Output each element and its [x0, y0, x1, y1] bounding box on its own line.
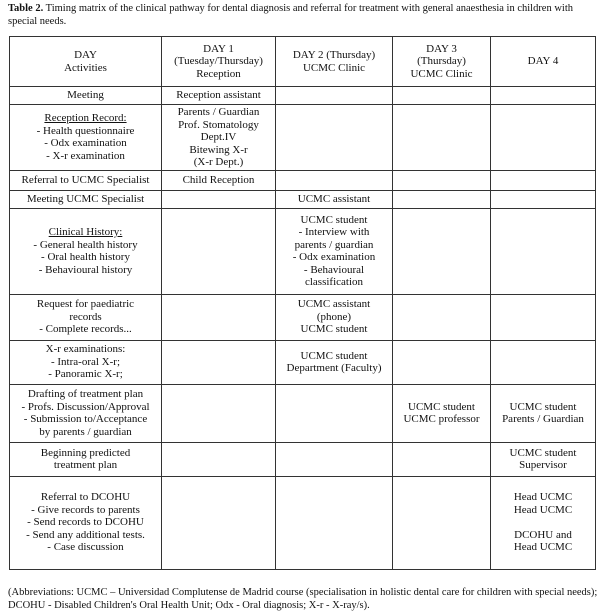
activity-cell — [10, 208, 162, 294]
cell-day-2 — [276, 105, 393, 171]
activity-line: records — [69, 310, 102, 323]
cell-day-1 — [162, 294, 276, 340]
table-row — [10, 170, 596, 190]
cell-line: UCMC assistant — [297, 192, 371, 205]
cell-day-2 — [276, 476, 393, 569]
cell-line: Parents / Guardian — [177, 106, 260, 118]
cell-line: UCMC student — [408, 400, 475, 413]
table-row — [10, 340, 596, 384]
cell-day-4 — [491, 384, 596, 442]
cell-line: UCMC assistant — [297, 298, 371, 311]
activity-cell — [10, 442, 162, 476]
cell-day-4 — [491, 340, 596, 384]
cell-line: - Odx examination — [292, 251, 376, 263]
cell-line: Bitewing X-r — [189, 143, 248, 156]
cell-day-2 — [276, 87, 393, 105]
activity-line: - Send records to DCOHU — [27, 516, 144, 529]
matrix-body — [10, 87, 596, 570]
activity-title: Reception Record: — [44, 112, 127, 125]
cell-line: Supervisor — [519, 459, 567, 471]
cell-day-3 — [393, 105, 491, 171]
activity-cell — [10, 190, 162, 208]
cell-line: Parents / Guardian — [502, 413, 584, 425]
activity-cell — [10, 170, 162, 190]
activity-line: - Submission to/Acceptance — [23, 413, 148, 425]
activity-line: Referral to UCMC Specialist — [21, 173, 150, 186]
cell-day-1 — [162, 190, 276, 208]
table-caption-label: Table 2. — [8, 3, 44, 14]
activity-cell — [10, 105, 162, 171]
cell-day-1 — [162, 105, 276, 171]
table-caption — [8, 3, 594, 28]
header-row — [10, 37, 596, 87]
table-row — [10, 294, 596, 340]
activity-line: Drafting of treatment plan — [27, 388, 144, 400]
table-row — [10, 442, 596, 476]
activity-line: - X-r examination — [46, 149, 125, 162]
table-row — [10, 190, 596, 208]
cell-day-1 — [162, 442, 276, 476]
cell-line: UCMC professor — [403, 413, 480, 425]
cell-line: (phone) — [316, 310, 352, 323]
cell-line: - Behavioural — [303, 263, 365, 276]
cell-line: Head UCMC — [513, 491, 573, 504]
cell-day-4 — [491, 476, 596, 569]
cell-day-3 — [393, 190, 491, 208]
activity-line: - Case discussion — [47, 541, 124, 554]
footnote-line-2: DCOHU - Disabled Children's Oral Health Unit; Odx - Oral diagnosis; X-r - X-ray/s). — [8, 599, 370, 611]
cell-day-3 — [393, 208, 491, 294]
cell-day-3 — [393, 340, 491, 384]
cell-day-1 — [162, 384, 276, 442]
cell-line: UCMC student — [300, 213, 368, 226]
activity-line: by parents / guardian — [39, 425, 132, 438]
cell-line: Prof. Stomatology — [178, 118, 259, 131]
cell-day-4 — [491, 208, 596, 294]
cell-line: Head UCMC — [513, 541, 573, 554]
cell-day-4 — [491, 87, 596, 105]
cell-line: Dept.IV — [200, 131, 237, 143]
activity-line: - Give records to parents — [31, 503, 140, 516]
cell-line: (X-r Dept.) — [193, 156, 244, 168]
cell-line: Child Reception — [182, 173, 255, 186]
cell-day-4 — [491, 294, 596, 340]
activity-line: - Profs. Discussion/Approval — [21, 400, 150, 413]
cell-day-4 — [491, 442, 596, 476]
cell-day-1 — [162, 170, 276, 190]
activity-cell — [10, 384, 162, 442]
timing-matrix-table — [9, 36, 596, 570]
cell-line: Reception assistant — [176, 89, 261, 102]
cell-day-1 — [162, 208, 276, 294]
activity-line: treatment plan — [53, 459, 118, 471]
activity-line: - Oral health history — [41, 251, 130, 263]
table-row — [10, 476, 596, 569]
activity-line: X-r examinations: — [45, 343, 126, 356]
cell-line: DCOHU and — [514, 528, 572, 541]
cell-day-1 — [162, 476, 276, 569]
cell-day-2 — [276, 208, 393, 294]
cell-day-2 — [276, 340, 393, 384]
header-day1: DAY 1 (Tuesday/Thursday) Reception — [162, 37, 276, 87]
cell-day-4 — [491, 190, 596, 208]
cell-day-3 — [393, 384, 491, 442]
footnote-line-1: (Abbreviations: UCMC – Universidad Complutense de Madrid course (specialisation in holistic dental care for children with special needs); — [8, 587, 598, 598]
header-day3: DAY 3 (Thursday) UCMC Clinic — [393, 37, 491, 87]
activity-line: - Panoramic X-r; — [48, 368, 123, 381]
cell-day-1 — [162, 340, 276, 384]
activity-cell — [10, 476, 162, 569]
cell-line: Department (Faculty) — [286, 362, 382, 374]
activity-line: - Odx examination — [44, 137, 127, 150]
activity-title: Clinical History: — [48, 226, 123, 238]
header-day4: DAY 4 — [491, 37, 596, 87]
cell-day-2 — [276, 384, 393, 442]
table-row — [10, 105, 596, 171]
cell-day-4 — [491, 170, 596, 190]
cell-day-3 — [393, 442, 491, 476]
cell-line: Head UCMC — [513, 503, 573, 516]
activity-line: Meeting — [67, 89, 104, 102]
cell-line: - Interview with — [298, 226, 370, 238]
header-day-activities: DAY Activities — [10, 37, 162, 87]
cell-day-3 — [393, 476, 491, 569]
cell-day-1 — [162, 87, 276, 105]
table-caption-text: Timing matrix of the clinical pathway for dental diagnosis and referral for treatment with general anaesthesia in children with special needs. — [8, 3, 574, 27]
activity-cell — [10, 87, 162, 105]
activity-line: - Health questionnaire — [36, 124, 135, 137]
cell-line: classification — [304, 276, 364, 288]
cell-line — [493, 516, 593, 529]
activity-line: Beginning predicted — [40, 446, 131, 459]
activity-line: - General health history — [33, 238, 138, 251]
table-row — [10, 384, 596, 442]
cell-line: UCMC student — [509, 400, 577, 413]
activity-line: - Complete records... — [39, 323, 132, 336]
cell-day-4 — [491, 105, 596, 171]
cell-line: UCMC student — [300, 323, 368, 336]
activity-line: Request for paediatric — [36, 298, 135, 311]
activity-line: - Behavioural history — [38, 263, 133, 276]
cell-day-2 — [276, 190, 393, 208]
cell-line: parents / guardian — [294, 238, 374, 251]
activity-line: - Send any additional tests. — [26, 528, 145, 541]
cell-day-2 — [276, 170, 393, 190]
cell-day-3 — [393, 294, 491, 340]
cell-day-2 — [276, 294, 393, 340]
cell-day-2 — [276, 442, 393, 476]
activity-line: Meeting UCMC Specialist — [26, 192, 145, 205]
activity-line: - Intra-oral X-r; — [50, 355, 121, 368]
abbreviations-footnote — [8, 587, 598, 612]
cell-line: UCMC student — [300, 349, 368, 362]
cell-day-3 — [393, 87, 491, 105]
activity-cell — [10, 340, 162, 384]
table-row — [10, 208, 596, 294]
activity-line: Referral to DCOHU — [40, 491, 131, 504]
table-row — [10, 87, 596, 105]
activity-cell — [10, 294, 162, 340]
cell-line: UCMC student — [509, 446, 577, 459]
cell-day-3 — [393, 170, 491, 190]
header-day2: DAY 2 (Thursday) UCMC Clinic — [276, 37, 393, 87]
